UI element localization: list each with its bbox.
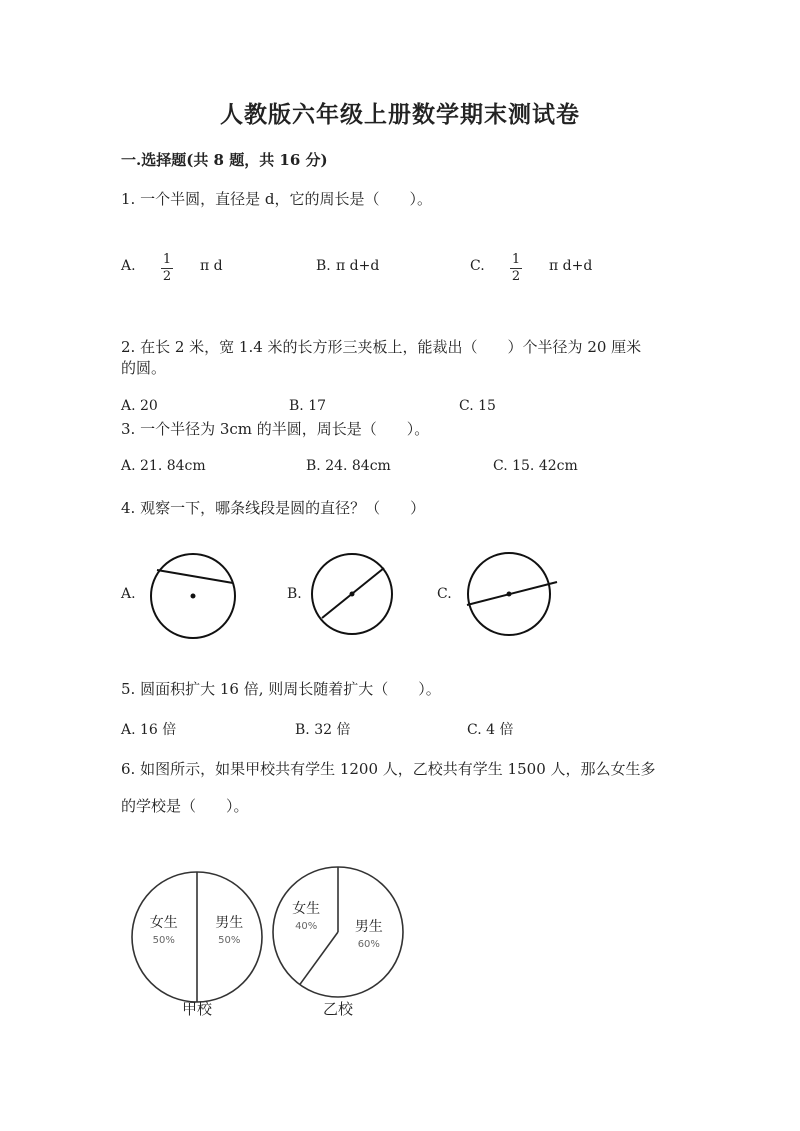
q1-option-a-label: A. — [121, 258, 136, 274]
section-heading: 一.选择题(共 8 题，共 16 分) — [121, 151, 328, 169]
pie-2-divider — [300, 932, 338, 985]
q3-option-c: C. 15. 42cm — [493, 458, 578, 474]
q6-stem-line2: 的学校是（ ）。 — [121, 797, 249, 815]
q3-option-b: B. 24. 84cm — [306, 458, 391, 474]
pie-1-slice-label: 男生 — [215, 915, 244, 931]
q1-option-c-numerator: 1 — [511, 252, 521, 267]
q1-option-a-text: π d — [200, 258, 223, 274]
q2-option-b: B. 17 — [289, 398, 327, 414]
q4-option-c-label: C. — [437, 586, 452, 602]
pie-1-slice-percent: 50% — [152, 935, 175, 946]
pie-1-slice-label: 女生 — [149, 915, 178, 931]
pie-1-title: 甲校 — [181, 1000, 213, 1018]
q2-option-c: C. 15 — [459, 398, 496, 414]
pie-2-slice-percent: 60% — [357, 939, 380, 951]
q1-option-c-text: π d+d — [549, 258, 593, 274]
pie-1-slice-percent: 50% — [218, 935, 241, 946]
q1-option-a-denominator: 2 — [162, 269, 172, 284]
q2-stem-line1: 2. 在长 2 米，宽 1.4 米的长方形三夹板上，能裁出（ ）个半径为 20 厘米 — [121, 338, 642, 356]
q4-option-a-label: A. — [121, 586, 136, 602]
q1-option-c-denominator: 2 — [511, 269, 521, 284]
q1-option-a-numerator: 1 — [162, 252, 172, 267]
q2-stem-line2: 的圆。 — [121, 359, 167, 377]
q1-option-c-label: C. — [470, 258, 485, 274]
pie-2-title: 乙校 — [322, 1000, 354, 1018]
q3-stem: 3. 一个半径为 3cm 的半圆，周长是（ ）。 — [121, 420, 430, 438]
q5-option-b: B. 32 倍 — [295, 722, 351, 738]
q1-stem: 1. 一个半圆，直径是 d，它的周长是（ ）。 — [121, 190, 432, 208]
pie-2-slice-percent: 40% — [295, 920, 318, 932]
q5-option-a: A. 16 倍 — [121, 722, 177, 738]
page-title: 人教版六年级上册数学期末测试卷 — [220, 101, 580, 128]
q1-option-b-text: π d+d — [336, 258, 380, 274]
q4-option-b-label: B. — [287, 586, 302, 602]
q4-stem: 4. 观察一下，哪条线段是圆的直径？（ ） — [121, 499, 426, 517]
q2-option-a: A. 20 — [121, 398, 158, 414]
pie-2-slice-label: 男生 — [354, 919, 383, 936]
q5-option-c: C. 4 倍 — [467, 722, 514, 738]
q5-stem: 5. 圆面积扩大 16 倍, 则周长随着扩大（ ）。 — [121, 680, 441, 698]
q1-option-b-label: B. — [316, 258, 331, 274]
pie-2-slice-label: 女生 — [292, 900, 321, 917]
q3-option-a: A. 21. 84cm — [121, 458, 206, 474]
q6-stem-line1: 6. 如图所示，如果甲校共有学生 1200 人，乙校共有学生 1500 人，那么女生多 — [121, 760, 656, 778]
